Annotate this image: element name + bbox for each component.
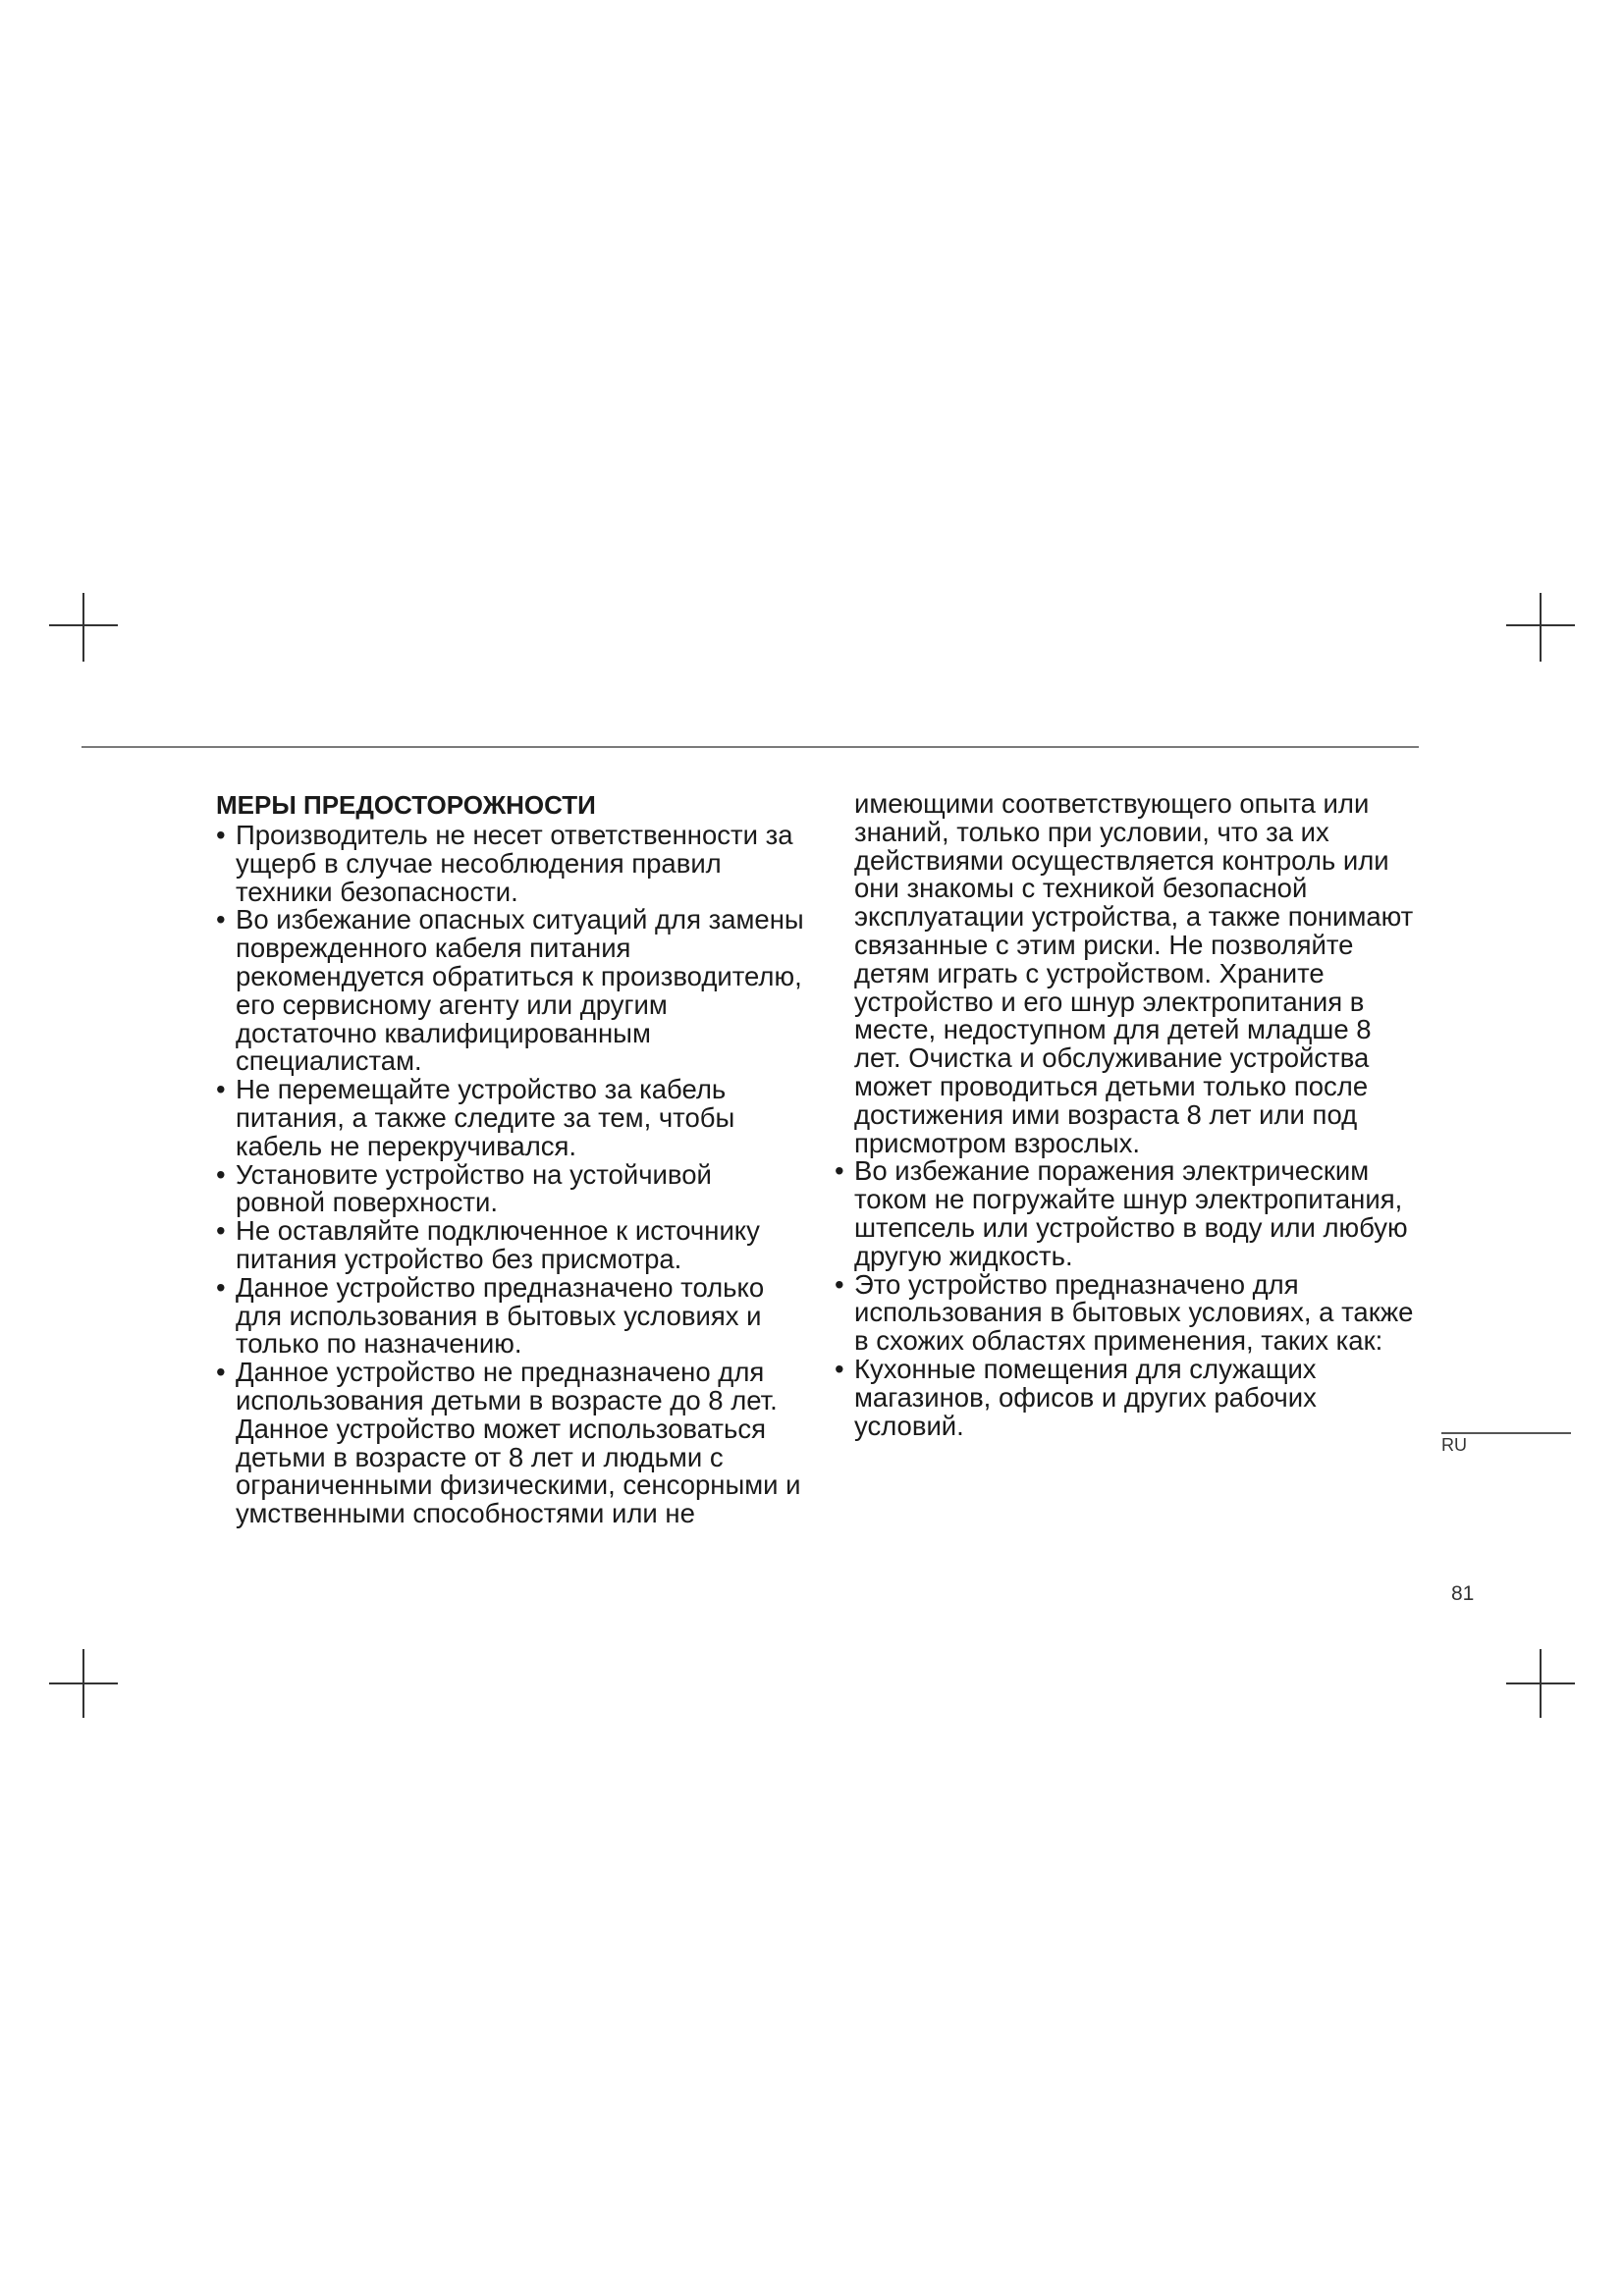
bullet-icon: • <box>216 904 226 935</box>
bullet-icon: • <box>216 820 226 850</box>
bullet-list-right <box>835 1157 1424 1440</box>
language-label: RU <box>1441 1435 1467 1455</box>
list-item: • Данное устройство не предназначено для использования детьми в возрасте до 8 лет. Данное устройство может использоваться детьми в возрасте от 8 лет и людьми с ограниченными физическими, сенсорными и умственными способностями или не <box>216 1357 801 1529</box>
bullet-icon: • <box>216 1074 226 1105</box>
bullet-icon: • <box>835 1268 844 1300</box>
bullet-icon: • <box>216 1215 226 1247</box>
list-item: • Кухонные помещения для служащих магазинов, офисов и других рабочих условий. <box>835 1353 1317 1441</box>
list-item: • Во избежание поражения электрическим током не погружайте шнур электропитания, штепсель или устройство в воду или любую другую жидкость. <box>835 1155 1408 1271</box>
language-rule <box>1441 1432 1571 1434</box>
list-item: • Производитель не несет ответственности за ущерб в случае несоблюдения правил техники безопасности. <box>216 820 793 907</box>
list-item: • Это устройство предназначено для использования в бытовых условиях, а также в схожих областях применения, таких как: <box>835 1268 1414 1357</box>
bullet-icon: • <box>216 1357 226 1388</box>
list-item: • Не перемещайте устройство за кабель питания, а также следите за тем, чтобы кабель не перекручивался. <box>216 1074 735 1161</box>
page-number: 81 <box>1451 1582 1475 1605</box>
bullet-list-left <box>216 822 805 1528</box>
bullet-icon: • <box>835 1353 844 1384</box>
bullet-icon: • <box>216 1271 226 1303</box>
bullet-icon: • <box>835 1155 844 1187</box>
list-item: • Установите устройство на устойчивой ровной поверхности. <box>216 1158 712 1218</box>
section-heading: МЕРЫ ПРЕДОСТОРОЖНОСТИ <box>216 790 596 820</box>
list-item: • Не оставляйте подключенное к источнику питания устройство без присмотра. <box>216 1215 760 1274</box>
list-item: • Данное устройство предназначено только для использования в бытовых условиях и только по назначению. <box>216 1271 765 1360</box>
list-item: • Во избежание опасных ситуаций для замены поврежденного кабеля питания рекомендуется обратиться к производителю, его сервисному агенту или другим достаточно квалифицированным специалистам. <box>216 904 804 1077</box>
header-rule <box>81 746 1419 748</box>
bullet-icon: • <box>216 1158 226 1190</box>
left-column <box>216 790 805 1528</box>
right-column <box>835 790 1424 1440</box>
list-item-continuation: имеющими соответствующего опыта или знаний, только при условии, что за их действиями осуществляется контроль или они знакомы с техникой безопасной эксплуатации устройства, а также понимают связанные с этим риски. Не позволяйте детям играть с устройством. Храните устройство и его шнур электропитания в месте, недоступном для детей младше 8 лет. Очистка и обслуживание устройства может проводиться детьми только после достижения ими возраста 8 лет или под присмотром взрослых. <box>854 788 1414 1158</box>
